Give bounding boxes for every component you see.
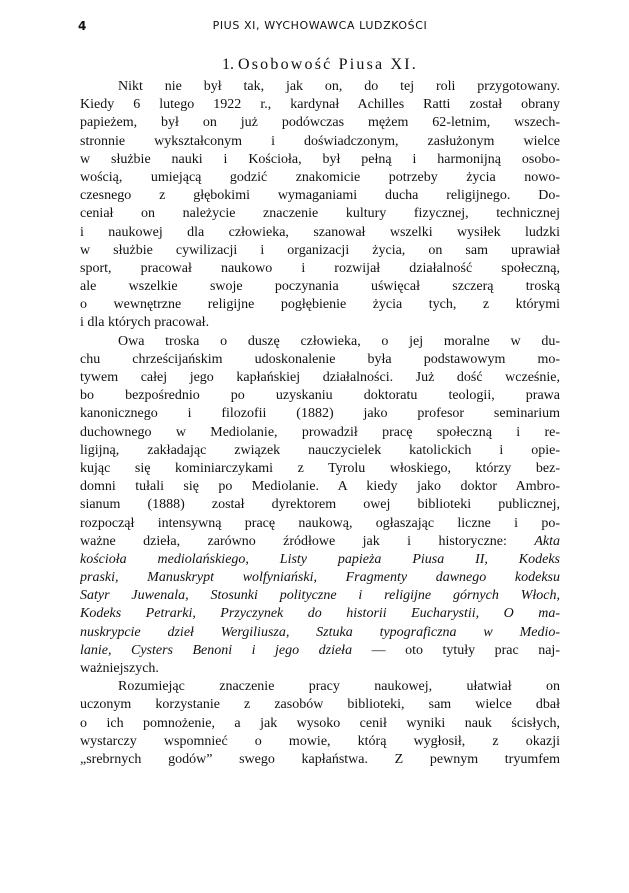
line-text: Nikt nie był tak, jak on, do tej roli przygotowany. — [118, 79, 560, 94]
text-line — [80, 678, 560, 696]
line-text: w służbie nauki i Kościoła, był pełną i harmonijną osobo- — [80, 151, 560, 167]
line-text: kanonicznego i filozofii (1882) jako profesor seminarium — [80, 406, 560, 422]
text-line — [80, 205, 560, 223]
line-text: — oto tytuły prac naj- — [352, 642, 560, 658]
text-line — [80, 551, 560, 569]
line-text: w służbie cywilizacji i organizacji życia, on sam uprawiał — [80, 242, 560, 258]
line-text: „srebrnych godów” swego kapłaństwa. Z pewnym tryumfem — [80, 751, 560, 767]
text-line — [80, 242, 560, 260]
line-text: papieżem, był on już podówczas mężem 62-letnim, wszech- — [80, 115, 560, 131]
page-number: 4 — [78, 19, 87, 33]
italic-title-text: Akta — [534, 533, 560, 549]
text-line — [80, 296, 560, 314]
body-text — [80, 78, 560, 769]
italic-title-text: Kodeks Petrarki, Przyczynek do historii Eucharystii, O ma- — [80, 606, 560, 622]
text-line — [80, 496, 560, 514]
line-text: sport, pracował naukowo i rozwijał działalność społeczną, — [80, 260, 560, 276]
line-text: uczonym korzystanie z zasobów biblioteki, sam wielce dbał — [80, 697, 560, 713]
line-text: tywem całej jego kapłańskiej działalności. Już dość wcześnie, — [80, 370, 560, 385]
line-text: Kiedy 6 lutego 1922 r., kardynał Achilles Ratti został obrany — [80, 97, 560, 113]
running-title: PIUS XI, WYCHOWAWCA LUDZKOŚCI — [212, 19, 428, 32]
text-line — [80, 369, 560, 387]
text-line — [80, 751, 560, 769]
text-line — [80, 696, 560, 714]
italic-title-text: lanie, Cysters Benoni i jego dzieła — [80, 642, 353, 658]
section-number: 1. — [221, 56, 234, 73]
line-text: domni tułali się po Mediolanie. A kiedy jako doktor Ambro- — [80, 479, 560, 495]
text-line — [80, 624, 560, 642]
text-line — [80, 405, 560, 423]
line-text: kując się kominiarczykami z Tyrolu włoskiego, którzy bez- — [80, 460, 560, 476]
text-line — [80, 96, 560, 114]
text-line — [80, 387, 560, 405]
line-text: chu chrześcijańskim udoskonalenie była podstawowym mo- — [80, 351, 560, 367]
text-line — [80, 660, 560, 678]
line-text: i dla których pracował. — [80, 315, 210, 331]
text-line — [80, 642, 560, 660]
text-line — [80, 605, 560, 623]
section-heading — [80, 56, 560, 74]
text-line — [80, 569, 560, 587]
line-text: Owa troska o duszę człowieka, o jej moralne w du- — [118, 333, 560, 349]
text-line — [80, 333, 560, 351]
line-text: ważne dzieła, zarówno źródłowe jak i historyczne: — [80, 533, 535, 549]
text-line — [80, 78, 560, 96]
text-line — [80, 133, 560, 151]
text-line — [80, 733, 560, 751]
text-line — [80, 478, 560, 496]
text-line — [80, 114, 560, 132]
text-line — [80, 351, 560, 369]
line-text: wystarczy wspomnieć o mowie, którą wygłosił, z okazji — [80, 733, 560, 749]
text-line — [80, 224, 560, 242]
text-line — [80, 442, 560, 460]
section-title: Osobowość Piusa XI. — [237, 56, 419, 73]
line-text: i naukowej dla człowieka, szanował wszelki wysiłek ludzki — [80, 224, 560, 240]
line-text: bo bezpośrednio po uzyskaniu doktoratu teologii, prawa — [80, 388, 560, 404]
running-header — [0, 19, 629, 39]
text-line — [80, 715, 560, 733]
italic-title-text: kościoła mediolańskiego, Listy papieża Piusa II, Kodeks — [80, 551, 560, 567]
line-text: duchownego w Mediolanie, prowadził pracę społeczną i re- — [80, 424, 560, 440]
text-line — [80, 314, 560, 332]
line-text: wością, umiejącą godzić znakomicie potrzeby życia nowo- — [80, 169, 560, 185]
text-line — [80, 424, 560, 442]
line-text: czesnego z głębokimi wymaganiami ducha religijnego. Do- — [80, 188, 560, 204]
line-text: sianum (1888) został dyrektorem owej biblioteki publicznej, — [80, 497, 560, 513]
line-text: o wewnętrzne religijne pogłębienie życia tych, z którymi — [80, 297, 560, 313]
line-text: o ich pomnożenie, a jak wysoko cenił wyniki nauk ścisłych, — [80, 715, 560, 731]
line-text: rozpoczął intensywną pracę naukową, ogłaszając liczne i po- — [80, 515, 560, 531]
line-text: stronnie wykształconym i doświadczonym, zasłużonym wielce — [80, 133, 560, 149]
text-line — [80, 151, 560, 169]
text-line — [80, 533, 560, 551]
text-line — [80, 515, 560, 533]
line-text: Rozumiejąc znaczenie pracy naukowej, ułatwiał on — [118, 679, 560, 695]
line-text: ligijną, zakładając związek nauczycielek katolickich i opie- — [80, 442, 560, 458]
italic-title-text: praski, Manuskrypt wolfyniański, Fragmenty dawnego kodeksu — [80, 570, 560, 586]
text-line — [80, 260, 560, 278]
line-text: ważniejszych. — [80, 661, 159, 676]
italic-title-text: Satyr Juwenala, Stosunki polityczne i religijne górnych Włoch, — [80, 588, 560, 604]
text-line — [80, 460, 560, 478]
text-line — [80, 587, 560, 605]
line-text: ceniał on należycie znaczenie kultury fizycznej, technicznej — [80, 206, 560, 222]
text-line — [80, 278, 560, 296]
line-text: ale wszelkie swoje poczynania uświęcał szczerą troską — [80, 279, 560, 295]
italic-title-text: nuskrypcie dzieł Wergiliusza, Sztuka typograficzna w Medio- — [80, 624, 560, 640]
text-line — [80, 169, 560, 187]
text-line — [80, 187, 560, 205]
